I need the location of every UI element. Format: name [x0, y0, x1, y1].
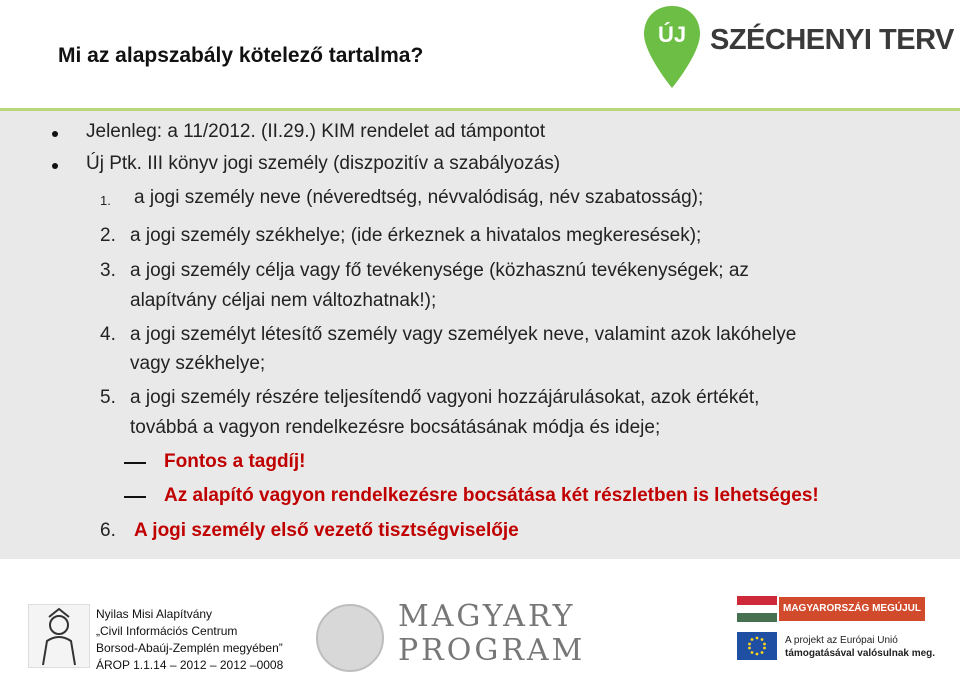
item-text: vagy székhelye;: [130, 353, 266, 374]
item-text: a jogi személy székhelye; (ide érkeznek a hivatalos megkeresések);: [130, 225, 702, 246]
bullet-text: Jelenleg: a 11/2012. (II.29.) KIM rendelet ad támpontot: [86, 121, 546, 142]
highlight-text: Fontos a tagdíj!: [164, 451, 306, 472]
portrait-icon: [316, 604, 384, 672]
highlight-text: Az alapító vagyon rendelkezésre bocsátása két részletben is lehetséges!: [164, 485, 819, 506]
org-line: ÁROP 1.1.14 – 2012 – 2012 –0008: [96, 658, 284, 672]
item-number: 3.: [100, 260, 116, 281]
page-title: Mi az alapszabály kötelező tartalma?: [58, 44, 424, 67]
magyary-line: MAGYARY: [398, 599, 576, 634]
hungarian-flag-icon: [737, 596, 777, 622]
bullet-text: Új Ptk. III könyv jogi személy (diszpozitív a szabályozás): [86, 153, 561, 174]
eu-flag-icon: [737, 632, 777, 660]
item-text: a jogi személyt létesítő személy vagy személyek neve, valamint azok lakóhelye: [130, 324, 797, 345]
item-number: 5.: [100, 387, 116, 408]
organization-info: [96, 606, 283, 674]
foundation-logo: [28, 604, 90, 668]
item-text: a jogi személy célja vagy fő tevékenysége (közhasznú tevékenységek; az: [130, 260, 749, 281]
org-line: Nyilas Misi Alapítvány: [96, 607, 213, 621]
magyary-line: PROGRAM: [398, 633, 586, 668]
dash-marker: [124, 496, 146, 498]
item-number: 1.: [100, 193, 111, 208]
org-line: Borsod-Abaúj-Zemplén megyében”: [96, 641, 283, 655]
item-number: 4.: [100, 324, 116, 345]
eu-line: A projekt az Európai Unió: [785, 635, 898, 646]
brand-name: SZÉCHENYI TERV: [710, 24, 954, 56]
org-line: „Civil Információs Centrum: [96, 624, 238, 638]
dash-marker: [124, 462, 146, 464]
highlight-text: A jogi személy első vezető tisztségviselője: [134, 520, 519, 541]
szechenyi-terv-logo: [642, 4, 954, 94]
figure-icon: [29, 605, 89, 667]
item-number: 2.: [100, 225, 116, 246]
item-text: a jogi személy neve (néveredtség, névvalódiság, név szabatosság);: [134, 187, 704, 208]
eu-line: támogatásával valósulnak meg.: [785, 648, 936, 659]
brand-badge: ÚJ: [657, 22, 687, 47]
item-text: alapítvány céljai nem változhatnak!);: [130, 290, 437, 311]
item-text: továbbá a vagyon rendelkezésre bocsátásának módja és ideje;: [130, 417, 661, 438]
item-text: a jogi személy részére teljesítendő vagyoni hozzájárulásokat, azok értékét,: [130, 387, 760, 408]
bullet-dot: [52, 163, 58, 169]
bullet-dot: [52, 131, 58, 137]
item-number: 6.: [100, 520, 116, 541]
content-panel: [0, 108, 960, 559]
magyary-program-logo: [316, 599, 586, 670]
hungary-renewal-banner: MAGYARORSZÁG MEGÚJUL: [779, 597, 925, 621]
eu-support-note: [785, 634, 935, 660]
magyary-wordmark: [398, 600, 585, 668]
